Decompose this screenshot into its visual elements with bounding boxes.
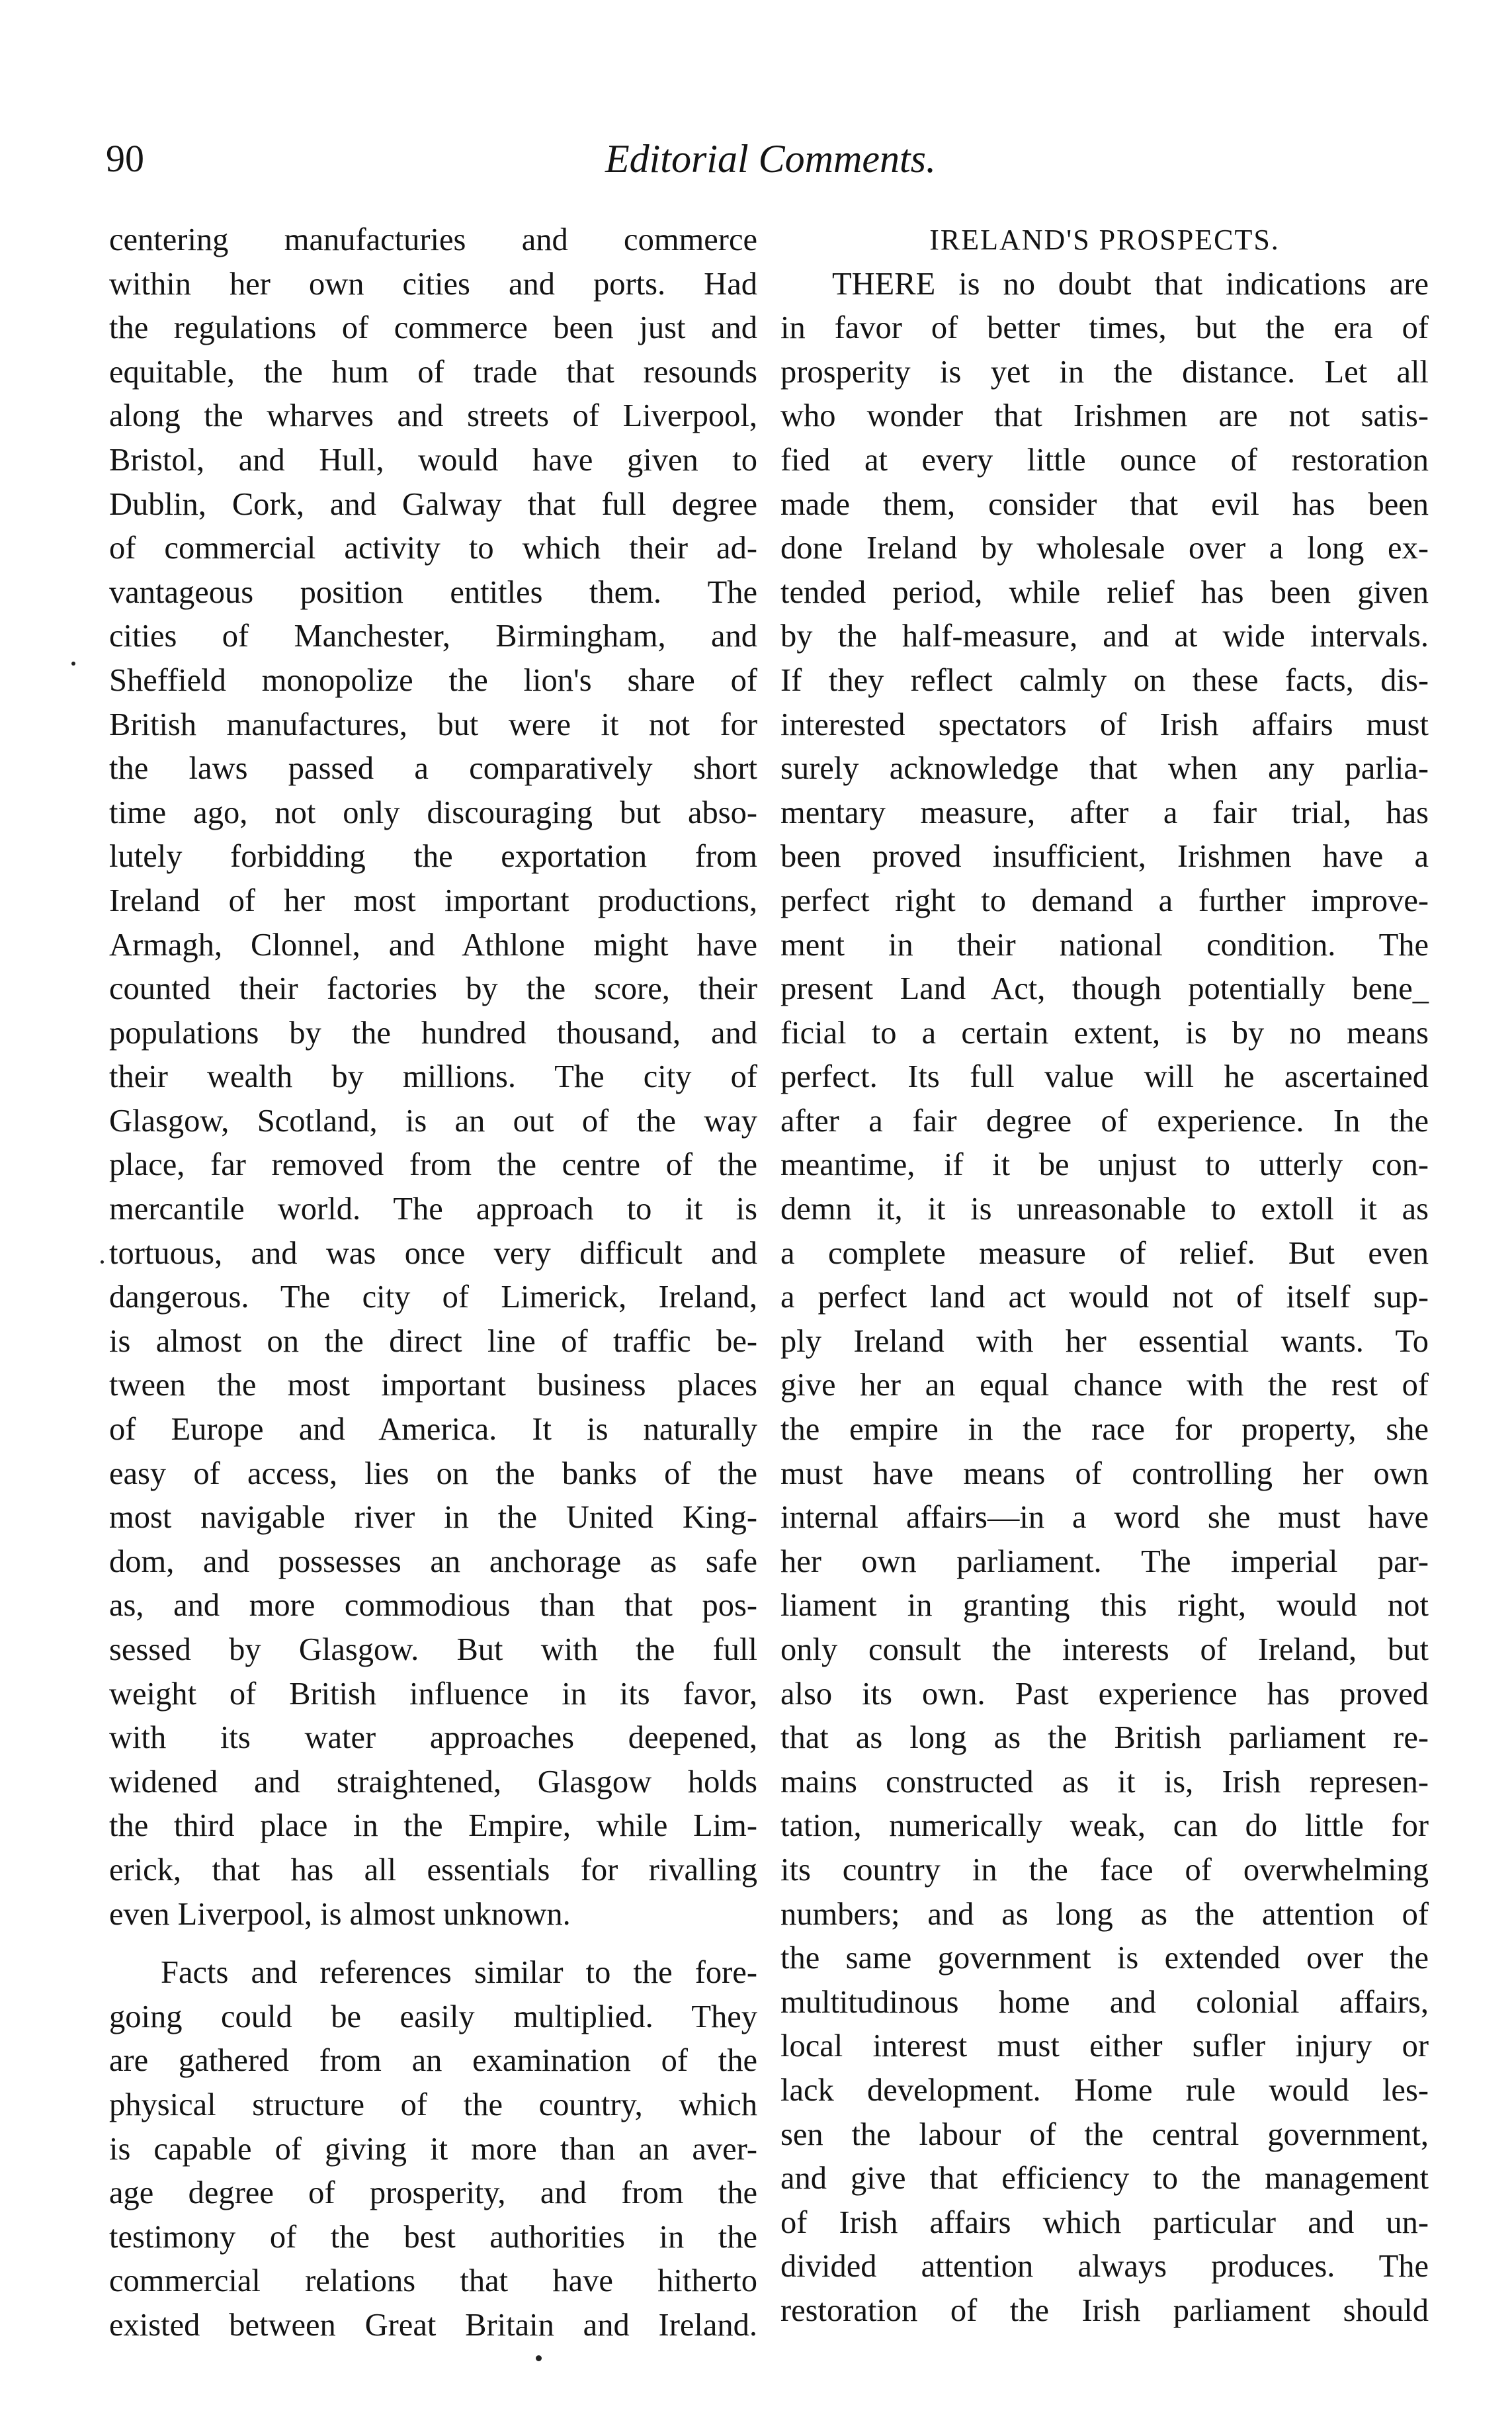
left-paragraph-1: [109, 218, 757, 1936]
text-line: along the wharves and streets of Liverpool,: [109, 398, 757, 434]
text-line: with its water approaches deepened,: [109, 1720, 757, 1756]
print-speck: [101, 1260, 104, 1264]
text-line: sen the labour of the central government,: [780, 2116, 1429, 2152]
text-line: that as long as the British parliament re-: [780, 1720, 1429, 1756]
text-line: divided attention always produces. The: [780, 2249, 1429, 2284]
text-line: Facts and references similar to the fore-: [161, 1955, 757, 1991]
text-line: tended period, while relief has been given: [780, 574, 1429, 610]
text-line: after a fair degree of experience. In the: [780, 1103, 1429, 1139]
text-line: weight of British influence in its favor,: [109, 1676, 757, 1712]
text-line: perfect right to demand a further improve-: [780, 883, 1429, 918]
text-line: ficial to a certain extent, is by no means: [780, 1015, 1429, 1051]
text-line: populations by the hundred thousand, and: [109, 1015, 757, 1051]
text-line: dangerous. The city of Limerick, Ireland,: [109, 1280, 757, 1315]
text-line: existed between Great Britain and Ireland.: [109, 2307, 757, 2343]
page-number: 90: [106, 137, 144, 180]
text-line: the third place in the Empire, while Lim-: [109, 1808, 757, 1844]
text-line: made them, consider that evil has been: [780, 486, 1429, 522]
text-line: local interest must either sufler injury or: [780, 2028, 1429, 2064]
text-line: liament in granting this right, would not: [780, 1588, 1429, 1624]
running-title: Editorial Comments.: [605, 137, 936, 181]
text-line: Bristol, and Hull, would have given to: [109, 442, 757, 478]
running-head: [106, 132, 1435, 185]
text-line: lack development. Home rule would les-: [780, 2072, 1429, 2108]
print-speck: [536, 2355, 542, 2361]
text-line: are gathered from an examination of the: [109, 2043, 757, 2079]
text-line: fied at every little ounce of restoration: [780, 442, 1429, 478]
text-line: of Europe and America. It is naturally: [109, 1412, 757, 1448]
text-line: mentary measure, after a fair trial, has: [780, 795, 1429, 830]
text-line: interested spectators of Irish affairs must: [780, 707, 1429, 742]
text-line: centering manufacturies and commerce: [109, 222, 757, 257]
left-paragraph-2: [109, 1951, 757, 2347]
text-line: Sheffield monopolize the lion's share of: [109, 662, 757, 698]
text-line: physical structure of the country, which: [109, 2087, 757, 2122]
text-line: done Ireland by wholesale over a long ex-: [780, 531, 1429, 566]
text-line: tation, numerically weak, can do little for: [780, 1808, 1429, 1844]
text-line: place, far removed from the centre of the: [109, 1147, 757, 1183]
text-line: time ago, not only discouraging but abso-: [109, 795, 757, 830]
text-line: the same government is extended over the: [780, 1940, 1429, 1976]
text-line: is almost on the direct line of traffic be-: [109, 1323, 757, 1359]
text-line: a complete measure of relief. But even: [780, 1235, 1429, 1271]
text-line: mercantile world. The approach to it is: [109, 1192, 757, 1227]
right-column: [780, 218, 1429, 2333]
text-line: internal affairs—in a word she must have: [780, 1500, 1429, 1536]
text-line: widened and straightened, Glasgow holds: [109, 1764, 757, 1800]
text-line: Armagh, Clonnel, and Athlone might have: [109, 927, 757, 963]
text-line: tortuous, and was once very difficult and: [109, 1235, 757, 1271]
text-line: mains constructed as it is, Irish represen-: [780, 1764, 1429, 1800]
text-line: multitudinous home and colonial affairs,: [780, 1984, 1429, 2020]
text-line: the laws passed a comparatively short: [109, 751, 757, 787]
text-line: numbers; and as long as the attention of: [780, 1896, 1429, 1932]
text-line: going could be easily multiplied. They: [109, 1999, 757, 2034]
text-line: surely acknowledge that when any parlia-: [780, 751, 1429, 787]
text-line: Dublin, Cork, and Galway that full degree: [109, 486, 757, 522]
text-line: If they reflect calmly on these facts, dis-: [780, 662, 1429, 698]
text-line: THERE is no doubt that indications are: [832, 266, 1429, 302]
text-line: within her own cities and ports. Had: [109, 266, 757, 302]
text-line: tween the most important business places: [109, 1368, 757, 1403]
text-line: Glasgow, Scotland, is an out of the way: [109, 1103, 757, 1139]
text-line: as, and more commodious than that pos-: [109, 1588, 757, 1624]
text-line: its country in the face of overwhelming: [780, 1852, 1429, 1888]
print-speck: [71, 662, 75, 666]
text-line: her own parliament. The imperial par-: [780, 1544, 1429, 1579]
text-line: who wonder that Irishmen are not satis-: [780, 398, 1429, 434]
text-line: by the half-measure, and at wide intervals.: [780, 619, 1429, 654]
text-line: most navigable river in the United King-: [109, 1500, 757, 1536]
text-line: of Irish affairs which particular and un-: [780, 2204, 1429, 2240]
text-line: equitable, the hum of trade that resounds: [109, 354, 757, 390]
text-line: perfect. Its full value will he ascertained: [780, 1059, 1429, 1095]
text-line: easy of access, lies on the banks of the: [109, 1456, 757, 1491]
text-line: age degree of prosperity, and from the: [109, 2175, 757, 2211]
text-line: present Land Act, though potentially bene_: [780, 971, 1429, 1007]
text-line: their wealth by millions. The city of: [109, 1059, 757, 1095]
text-line: cities of Manchester, Birmingham, and: [109, 619, 757, 654]
text-line: is capable of giving it more than an aver-: [109, 2131, 757, 2167]
text-line: give her an equal chance with the rest of: [780, 1368, 1429, 1403]
text-line: also its own. Past experience has proved: [780, 1676, 1429, 1712]
text-line: lutely forbidding the exportation from: [109, 839, 757, 875]
text-line: prosperity is yet in the distance. Let all: [780, 354, 1429, 390]
text-line: British manufactures, but were it not for: [109, 707, 757, 742]
text-line: vantageous position entitles them. The: [109, 574, 757, 610]
text-line: demn it, it is unreasonable to extoll it as: [780, 1192, 1429, 1227]
text-line: ment in their national condition. The: [780, 927, 1429, 963]
text-line: dom, and possesses an anchorage as safe: [109, 1544, 757, 1579]
text-line: been proved insufficient, Irishmen have a: [780, 839, 1429, 875]
text-line: testimony of the best authorities in the: [109, 2219, 757, 2255]
text-line: a perfect land act would not of itself sup-: [780, 1280, 1429, 1315]
text-line: erick, that has all essentials for rivalling: [109, 1852, 757, 1888]
text-line: commercial relations that have hitherto: [109, 2263, 757, 2299]
text-line: restoration of the Irish parliament should: [780, 2292, 1429, 2328]
text-line: only consult the interests of Ireland, but: [780, 1632, 1429, 1667]
left-column: [109, 218, 757, 2348]
section-heading: IRELAND'S PROSPECTS.: [929, 224, 1280, 256]
text-line: sessed by Glasgow. But with the full: [109, 1632, 757, 1667]
text-line: must have means of controlling her own: [780, 1456, 1429, 1491]
text-line: even Liverpool, is almost unknown.: [109, 1896, 571, 1932]
text-line: the empire in the race for property, she: [780, 1412, 1429, 1448]
text-line: Ireland of her most important productions,: [109, 883, 757, 918]
text-line: of commercial activity to which their ad-: [109, 531, 757, 566]
text-line: meantime, if it be unjust to utterly con-: [780, 1147, 1429, 1183]
text-line: ply Ireland with her essential wants. To: [780, 1323, 1429, 1359]
right-paragraph: [780, 263, 1429, 2333]
text-line: the regulations of commerce been just and: [109, 310, 757, 346]
text-line: counted their factories by the score, their: [109, 971, 757, 1007]
text-line: in favor of better times, but the era of: [780, 310, 1429, 346]
text-line: and give that efficiency to the management: [780, 2161, 1429, 2197]
